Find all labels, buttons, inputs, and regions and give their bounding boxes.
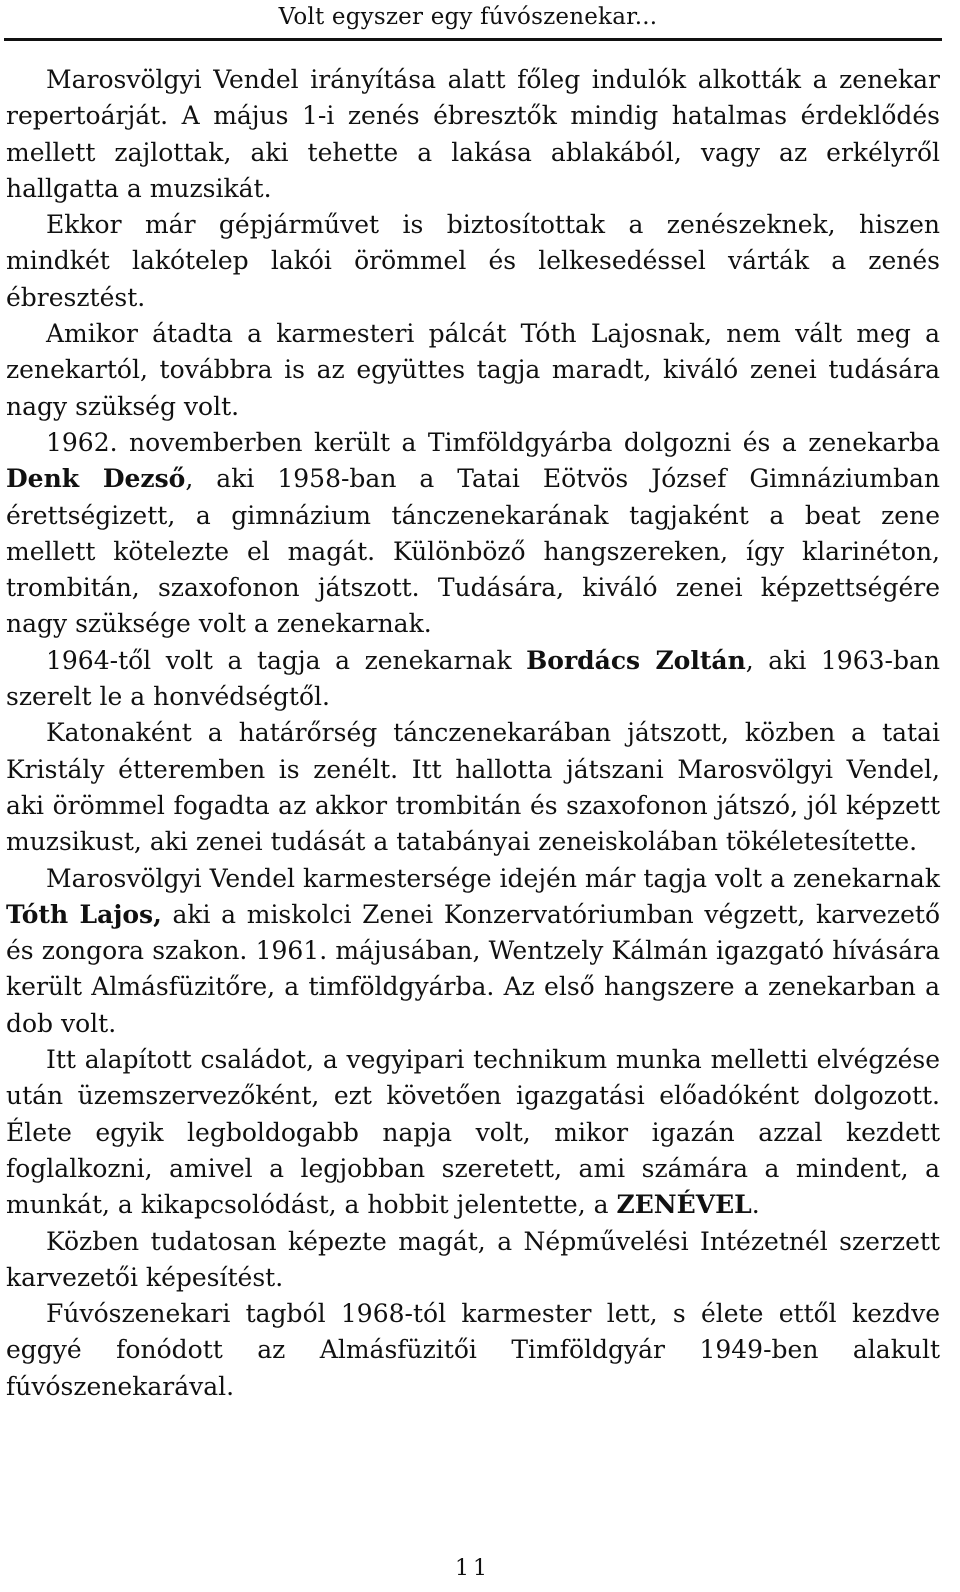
person-name-toth-lajos: Tóth Lajos,	[6, 899, 162, 929]
paragraph-8-text-start: Itt alapított családot, a vegyipari technikum munka melletti elvégzése után üzemszervezőként, ezt követően igazgatási előadóként dolgozott. Élete egyik legboldogabb napja volt, mikor igazán azzal kezdett foglalkozni, amivel a legjobban szeretett, ami számára a mindent, a munkát, a kikapcsolódást, a hobbit jelentette, a	[6, 1045, 940, 1220]
running-header: Volt egyszer egy fúvószenekar...	[278, 4, 658, 30]
header-rule	[4, 38, 942, 41]
paragraph-8	[6, 1042, 940, 1223]
paragraph-5	[6, 643, 940, 716]
person-name-denk-dezso: Denk Dezső	[6, 464, 186, 494]
paragraph-6: Katonaként a határőrség tánczenekarában játszott, közben a tatai Kristály étteremben is zenélt. Itt hallotta játszani Marosvölgyi Vendel, aki örömmel fogadta az akkor trombitán és szaxofonon játszó, jól képzett muzsikust, aki zenei tudását a tatabányai zeneiskolában tökéletesítette.	[6, 718, 940, 857]
paragraph-10: Fúvószenekari tagból 1968-tól karmester lett, s élete ettől kezdve eggyé fonódott az Almásfüzitői Timföldgyár 1949-ben alakult fúvószenekarával.	[6, 1299, 940, 1401]
person-name-bordacs-zoltan: Bordács Zoltán	[526, 645, 746, 675]
paragraph-5-text-start: 1964-től volt a tagja a zenekarnak	[46, 645, 527, 675]
paragraph-7-text-end: aki a miskolci Zenei Konzervatóriumban végzett, karvezető és zongora szakon. 1961. májusában, Wentzely Kálmán igazgató hívására került Almásfüzitőre, a timföldgyárba. Az első hangszere a zenekarban a dob volt.	[6, 899, 940, 1038]
emphasis-zenevel: ZENÉVEL	[616, 1190, 752, 1220]
paragraph-2: Ekkor már gépjárművet is biztosítottak a zenészeknek, hiszen mindkét lakótelep lakói örömmel és lelkesedéssel várták a zenés ébresztést.	[6, 210, 940, 312]
paragraph-5-text-end: , aki 1963-ban szerelt le a honvédségtől.	[6, 645, 940, 712]
paragraph-7-text-start: Marosvölgyi Vendel karmestersége idején már tagja volt a zenekarnak	[46, 863, 940, 893]
body-text	[6, 62, 940, 1405]
page-number: 11	[455, 1556, 491, 1581]
paragraph-8-text-end: .	[751, 1190, 760, 1220]
paragraph-4	[6, 425, 940, 643]
paragraph-7	[6, 861, 940, 1042]
paragraph-9: Közben tudatosan képezte magát, a Népművelési Intézetnél szerzett karvezetői képesítést.	[6, 1226, 940, 1292]
paragraph-1: Marosvölgyi Vendel irányítása alatt főleg indulók alkották a zenekar repertoárját. A május 1-i zenés ébresztők mindig hatalmas érdeklődés mellett zajlottak, aki tehette a lakása ablakából, vagy az erkélyről hallgatta a muzsikát.	[6, 65, 940, 203]
paragraph-4-text-start: 1962. novemberben került a Timföldgyárba dolgozni és a zenekarba	[46, 427, 940, 457]
paragraph-4-text-end: , aki 1958-ban a Tatai Eötvös József Gimnáziumban érettségizett, a gimnázium tánczenekarának tagjaként a beat zene mellett kötelezte el magát. Különböző hangszereken, így klarinéton, trombitán, szaxofonon játszott. Tudására, kiváló zenei képzettségére nagy szüksége volt a zenekarnak.	[6, 464, 940, 639]
paragraph-3: Amikor átadta a karmesteri pálcát Tóth Lajosnak, nem vált meg a zenekartól, továbbra is az együttes tagja maradt, kiváló zenei tudására nagy szükség volt.	[6, 319, 940, 421]
